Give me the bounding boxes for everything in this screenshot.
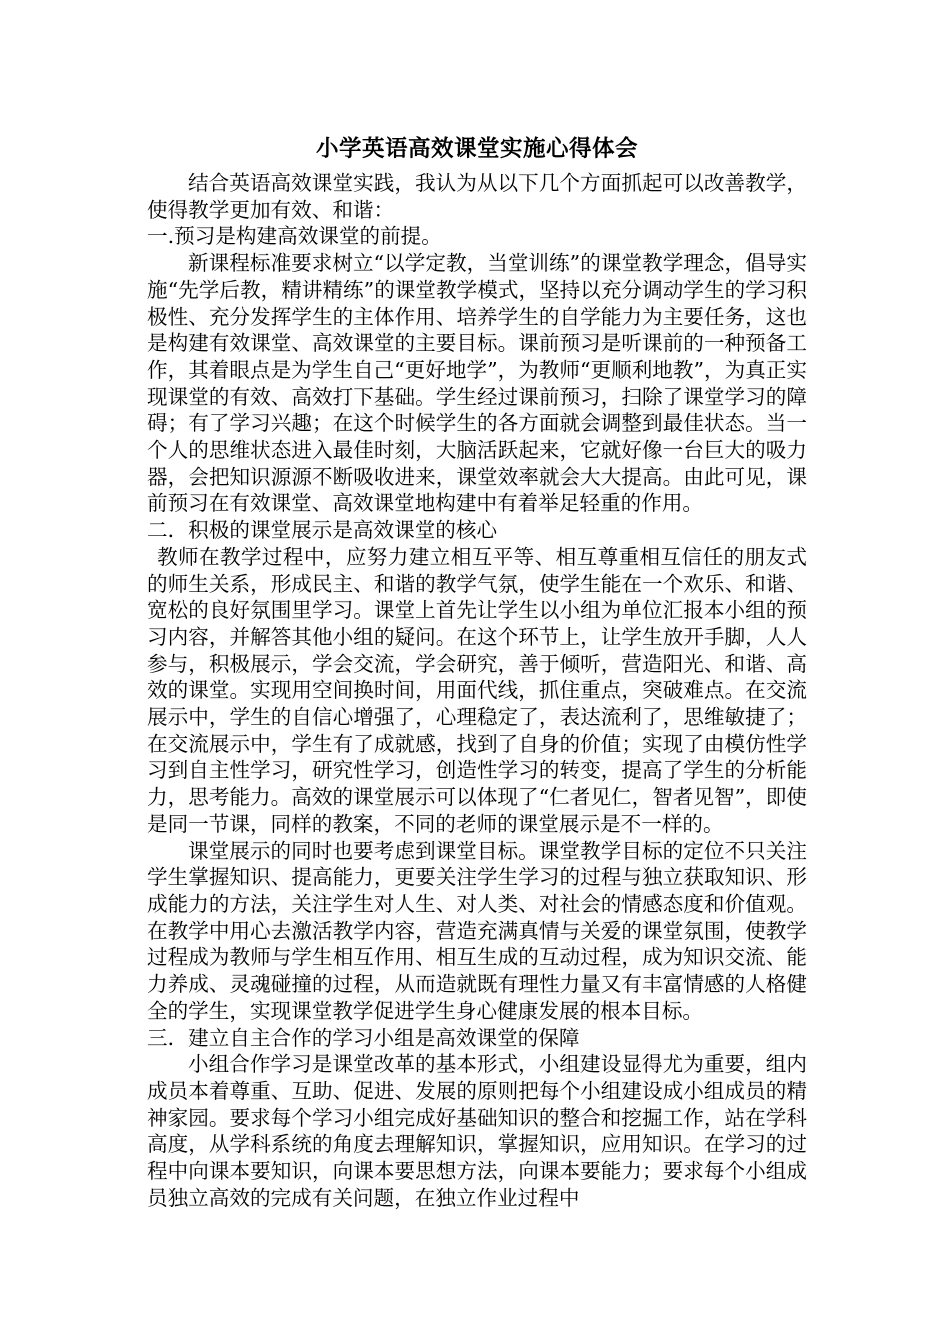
section-heading-2: 二．积极的课堂展示是高效课堂的核心 bbox=[147, 518, 498, 543]
section-heading-1: 一.预习是构建高效课堂的前提。 bbox=[147, 224, 442, 249]
document-title: 小学英语高效课堂实施心得体会 bbox=[315, 136, 638, 162]
section-2-paragraph-2: 课堂展示的同时也要考虑到课堂目标。课堂教学目标的定位不只关注学生掌握知识、提高能力，更要关注学生学习的过程与独立获取知识、形成能力的方法，关注学生对人生、对人类、对社会的情感态度和价值观。在教学中用心去激活教学内容，营造充满真情与关爱的课堂氛围，使教学过程成为教师与学生相互作用、相互生成的互动过程，成为知识交流、能力养成、灵魂碰撞的过程，从而造就既有理性力量又有丰富情感的人格健全的学生，实现课堂教学促进学生身心健康发展的根本目标。 bbox=[147, 838, 807, 1023]
section-3-paragraph: 小组合作学习是课堂改革的基本形式，小组建设显得尤为重要，组内成员本着尊重、互助、促进、发展的原则把每个小组建设成小组成员的精神家园。要求每个学习小组完成好基础知识的整合和挖掘工作，站在学科高度，从学科系统的角度去理解知识，掌握知识，应用知识。在学习的过程中向课本要知识，向课本要思想方法，向课本要能力；要求每个小组成员独立高效的完成有关问题，在独立作业过程中 bbox=[147, 1052, 807, 1210]
intro-paragraph: 结合英语高效课堂实践，我认为从以下几个方面抓起可以改善教学，使得教学更加有效、和谐： bbox=[147, 171, 807, 222]
section-heading-3: 三．建立自主合作的学习小组是高效课堂的保障 bbox=[147, 1025, 580, 1050]
section-1-paragraph: 新课程标准要求树立“以学定教，当堂训练”的课堂教学理念，倡导实施“先学后教，精讲精练”的课堂教学模式，坚持以充分调动学生的学习积极性、充分发挥学生的主体作用、培养学生的自学能力为主要任务，这也是构建有效课堂、高效课堂的主要目标。课前预习是听课前的一种预备工作，其着眼点是为学生自己“更好地学”，为教师“更顺利地教”，为真正实现课堂的有效、高效打下基础。学生经过课前预习，扫除了课堂学习的障碍；有了学习兴趣；在这个时候学生的各方面就会调整到最佳状态。当一个人的思维状态进入最佳时刻，大脑活跃起来，它就好像一台巨大的吸力器，会把知识源源不断吸收进来，课堂效率就会大大提高。由此可见，课前预习在有效课堂、高效课堂地构建中有着举足轻重的作用。 bbox=[147, 251, 807, 516]
document-page bbox=[147, 132, 807, 1211]
section-2-paragraph-1: 教师在教学过程中，应努力建立相互平等、相互尊重相互信任的朋友式的师生关系，形成民主、和谐的教学气氛，使学生能在一个欢乐、和谐、宽松的良好氛围里学习。课堂上首先让学生以小组为单位汇报本小组的预习内容，并解答其他小组的疑问。在这个环节上，让学生放开手脚，人人参与，积极展示，学会交流，学会研究，善于倾听，营造阳光、和谐、高效的课堂。实现用空间换时间，用面代线，抓住重点，突破难点。在交流展示中，学生的自信心增强了，心理稳定了，表达流利了，思维敏捷了；在交流展示中，学生有了成就感，找到了自身的价值；实现了由模仿性学习到自主性学习，研究性学习，创造性学习的转变，提高了学生的分析能力，思考能力。高效的课堂展示可以体现了“仁者见仁，智者见智”，即使是同一节课，同样的教案，不同的老师的课堂展示是不一样的。 bbox=[147, 544, 807, 836]
